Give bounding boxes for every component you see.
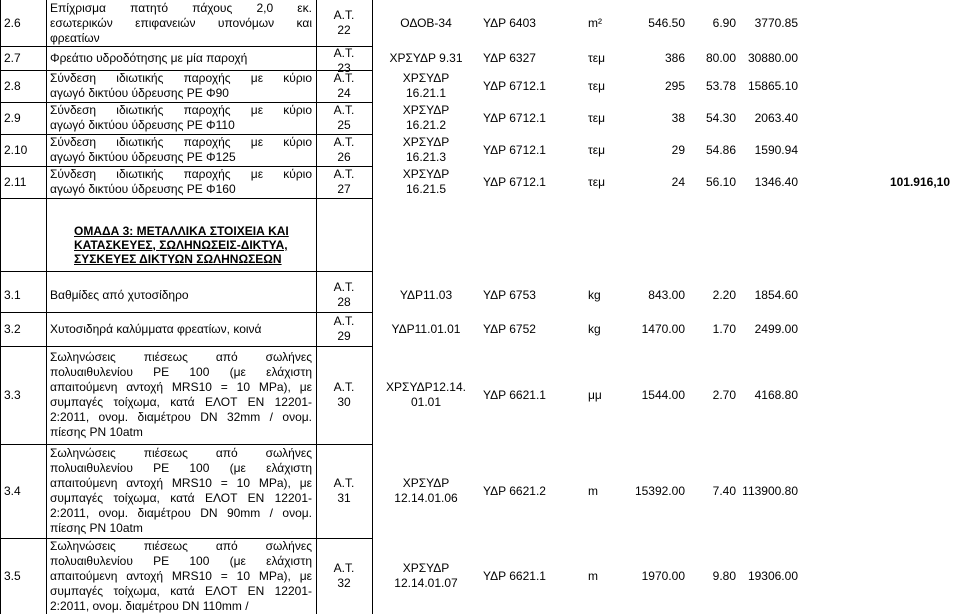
article-code: ΧΡΣΥΔΡ	[402, 561, 450, 575]
line-total: 19306.00	[747, 568, 798, 583]
ydr-code: ΥΔΡ 6327	[483, 50, 536, 65]
price-ref-number: 27	[337, 182, 351, 196]
line-total: 30880.00	[747, 50, 798, 65]
item-description: εσωτερικών επιφανειών υπονόμων και	[50, 16, 312, 30]
group-sum: 101.916,10	[889, 174, 950, 189]
ydr-code: ΥΔΡ 6403	[483, 15, 536, 30]
quantity: 29	[671, 142, 685, 157]
item-description: Σωληνώσεις πιέσεως από σωλήνες	[50, 539, 312, 553]
unit-price: 2.70	[712, 387, 736, 402]
line-total: 15865.10	[747, 78, 798, 93]
ydr-code: ΥΔΡ 6752	[483, 321, 536, 336]
item-number: 2.9	[4, 110, 21, 125]
item-description: Βαθμίδες από χυτοσίδηρο	[50, 287, 189, 302]
unit: τεμ	[588, 50, 606, 65]
item-description: απαιτούμενη αντοχή MRS10 = 10 MPa), με	[50, 476, 312, 490]
group-heading: ΚΑΤΑΣΚΕΥΕΣ, ΣΩΛΗΝΩΣΕΙΣ-ΔΙΚΤΥΑ,	[74, 238, 288, 252]
ydr-code: ΥΔΡ 6712.1	[483, 174, 546, 189]
item-description: 2:2011, ονομ. διαμέτρου DN 90mm / ονομ.	[50, 506, 312, 520]
item-number: 2.8	[4, 78, 21, 93]
item-description: συμπαγές τοίχωμα, κατά ΕΛΟΤ ΕΝ 12201-	[50, 584, 312, 598]
item-number: 2.6	[4, 15, 21, 30]
item-description: απαιτούμενη αντοχή MRS10 = 10 MPa), με	[50, 380, 312, 394]
article-code: ΧΡΣΥΔΡ	[402, 167, 450, 181]
article-code: 16.21.5	[405, 182, 447, 196]
quantity: 1970.00	[641, 568, 685, 583]
quantity: 15392.00	[634, 483, 685, 498]
price-ref-number: 26	[337, 150, 351, 164]
ydr-code: ΥΔΡ 6712.1	[483, 142, 546, 157]
item-description: αγωγό δικτύου ύδρευσης ΡΕ Φ110	[50, 118, 235, 132]
quantity: 386	[664, 50, 685, 65]
quantity: 1544.00	[641, 387, 685, 402]
item-number: 2.11	[4, 174, 27, 189]
price-ref-number: 29	[337, 329, 351, 343]
item-description: απαιτούμενη αντοχή MRS10 = 10 MPa), με	[50, 569, 312, 583]
price-ref-label: Α.Τ.	[333, 103, 355, 117]
unit: τεμ	[588, 110, 606, 125]
price-ref-number: 22	[337, 23, 351, 37]
article-code: ΟΔΟΒ-34	[400, 15, 452, 30]
row-divider	[0, 346, 372, 347]
article-code: ΧΡΣΥΔΡ12.14.	[386, 380, 466, 394]
article-code: ΧΡΣΥΔΡ 9.31	[389, 50, 463, 65]
article-code: ΧΡΣΥΔΡ	[402, 103, 450, 117]
unit-price: 2.20	[712, 287, 736, 302]
line-total: 1590.94	[754, 142, 798, 157]
item-description: αγωγό δικτύου ύδρευσης ΡΕ Φ125	[50, 150, 236, 164]
price-ref-number: 30	[337, 395, 351, 409]
price-ref-number: 25	[337, 118, 351, 132]
row-divider	[0, 312, 372, 313]
article-code: ΥΔΡ11.03	[399, 287, 453, 302]
column-divider	[0, 0, 1, 271]
price-ref-label: Α.Τ.	[333, 167, 355, 181]
quantity: 546.50	[648, 15, 685, 30]
item-description: αγωγό δικτύου ύδρευσης ΡΕ Φ160	[50, 182, 236, 196]
column-divider	[0, 271, 1, 614]
quantity: 295	[664, 78, 685, 93]
item-number: 3.1	[4, 287, 21, 302]
quantity: 843.00	[648, 287, 685, 302]
article-code: 01.01	[410, 395, 442, 409]
unit: kg	[588, 287, 601, 302]
item-description: 2:2011, ονομ. διαμέτρου DN 110mm /	[50, 599, 249, 613]
line-total: 2499.00	[754, 321, 798, 336]
item-number: 2.10	[4, 142, 28, 157]
unit-price: 53.78	[705, 78, 736, 93]
line-total: 113900.80	[742, 483, 798, 498]
article-code: 16.21.2	[405, 118, 447, 132]
price-ref-number: 24	[337, 86, 351, 100]
article-code: 12.14.01.07	[394, 576, 458, 590]
unit: τεμ	[588, 174, 606, 189]
item-description: Σύνδεση ιδιωτικής παροχής με κύριο	[50, 103, 312, 117]
unit: kg	[588, 321, 601, 336]
item-number: 3.4	[4, 483, 21, 498]
line-total: 1854.60	[754, 287, 798, 302]
article-code: ΧΡΣΥΔΡ	[402, 71, 450, 85]
price-ref-label: Α.Τ.	[333, 135, 355, 149]
row-divider	[0, 444, 372, 445]
unit-price: 7.40	[712, 483, 736, 498]
item-description: πίεσης PN 10atm	[50, 521, 143, 535]
item-description: πίεσης PN 10atm	[50, 425, 143, 439]
unit-price: 54.86	[705, 142, 736, 157]
ydr-code: ΥΔΡ 6621.1	[483, 387, 546, 402]
item-description: 2:2011, ονομ. διαμέτρου DN 32mm / ονομ.	[50, 410, 312, 424]
price-ref-number: 23	[337, 61, 351, 75]
item-description: φρεατίων	[50, 31, 100, 45]
price-ref-label: Α.Τ.	[333, 280, 355, 294]
group-heading: ΣΥΣΚΕΥΕΣ ΔΙΚΤΥΩΝ ΣΩΛΗΝΩΣΕΩΝ	[74, 252, 282, 266]
price-ref-number: 28	[337, 295, 351, 309]
price-ref-label: Α.Τ.	[333, 71, 355, 85]
item-description: συμπαγές τοίχωμα, κατά ΕΛΟΤ ΕΝ 12201-	[50, 491, 312, 505]
item-description: Φρεάτιο υδροδότησης με μία παροχή	[50, 50, 248, 65]
item-description: συμπαγές τοίχωμα, κατά ΕΛΟΤ ΕΝ 12201-	[50, 395, 312, 409]
item-description: Σύνδεση ιδιωτικής παροχής με κύριο	[50, 71, 312, 85]
line-total: 3770.85	[754, 15, 798, 30]
price-ref-label: Α.Τ.	[333, 380, 355, 394]
item-number: 2.7	[4, 50, 21, 65]
article-code: ΧΡΣΥΔΡ	[402, 135, 450, 149]
item-description: Σωληνώσεις πιέσεως από σωλήνες	[50, 446, 312, 460]
row-divider	[0, 198, 372, 199]
ydr-code: ΥΔΡ 6621.2	[483, 483, 546, 498]
line-total: 4168.80	[754, 387, 798, 402]
quantity: 24	[671, 174, 685, 189]
price-ref-number: 32	[337, 576, 351, 590]
price-ref-label: Α.Τ.	[333, 476, 355, 490]
group-heading: ΟΜΑΔΑ 3: ΜΕΤΑΛΛΙΚΑ ΣΤΟΙΧΕΙΑ ΚΑΙ	[74, 224, 289, 238]
unit: m²	[588, 15, 602, 30]
ydr-code: ΥΔΡ 6753	[483, 287, 536, 302]
line-total: 2063.40	[754, 110, 798, 125]
unit-price: 9.80	[712, 568, 736, 583]
ydr-code: ΥΔΡ 6712.1	[483, 78, 546, 93]
unit: m	[588, 568, 598, 583]
unit-price: 56.10	[705, 174, 736, 189]
item-description: Επίχρισμα πατητό πάχους 2,0 εκ.	[50, 1, 312, 15]
item-description: Σύνδεση ιδιωτικής παροχής με κύριο	[50, 167, 312, 181]
price-ref-label: Α.Τ.	[333, 314, 355, 328]
unit: m	[588, 483, 598, 498]
item-number: 3.2	[4, 321, 21, 336]
price-ref-label: Α.Τ.	[333, 46, 355, 60]
line-total: 1346.40	[754, 174, 798, 189]
item-description: Χυτοσιδηρά καλύμματα φρεατίων, κοινά	[50, 321, 262, 336]
item-description: πολυαιθυλενίου ΡΕ 100 (με ελάχιστη	[50, 365, 312, 379]
ydr-code: ΥΔΡ 6621.1	[483, 568, 546, 583]
unit: τεμ	[588, 142, 606, 157]
price-ref-number: 31	[337, 491, 351, 505]
item-description: πολυαιθυλενίου ΡΕ 100 (με ελάχιστη	[50, 554, 312, 568]
quantity: 38	[671, 110, 685, 125]
unit-price: 80.00	[705, 50, 736, 65]
quantity: 1470.00	[641, 321, 685, 336]
unit: τεμ	[588, 78, 606, 93]
column-divider	[46, 271, 47, 614]
column-divider	[46, 0, 47, 271]
article-code: ΧΡΣΥΔΡ	[402, 476, 450, 490]
ydr-code: ΥΔΡ 6712.1	[483, 110, 546, 125]
article-code: ΥΔΡ11.01.01	[391, 321, 461, 336]
item-description: πολυαιθυλενίου ΡΕ 100 (με ελάχιστη	[50, 461, 312, 475]
price-ref-label: Α.Τ.	[333, 561, 355, 575]
item-description: Σωληνώσεις πιέσεως από σωλήνες	[50, 350, 312, 364]
article-code: 12.14.01.06	[394, 491, 458, 505]
unit: μμ	[588, 387, 602, 402]
unit-price: 54.30	[705, 110, 736, 125]
article-code: 16.21.1	[405, 86, 447, 100]
item-description: αγωγό δικτύου ύδρευσης ΡΕ Φ90	[50, 86, 229, 100]
article-code: 16.21.3	[405, 150, 447, 164]
row-divider	[0, 271, 372, 272]
item-number: 3.5	[4, 568, 21, 583]
item-number: 3.3	[4, 387, 21, 402]
item-description: Σύνδεση ιδιωτικής παροχής με κύριο	[50, 135, 312, 149]
unit-price: 6.90	[712, 15, 736, 30]
price-ref-label: Α.Τ.	[333, 8, 355, 22]
unit-price: 1.70	[712, 321, 736, 336]
